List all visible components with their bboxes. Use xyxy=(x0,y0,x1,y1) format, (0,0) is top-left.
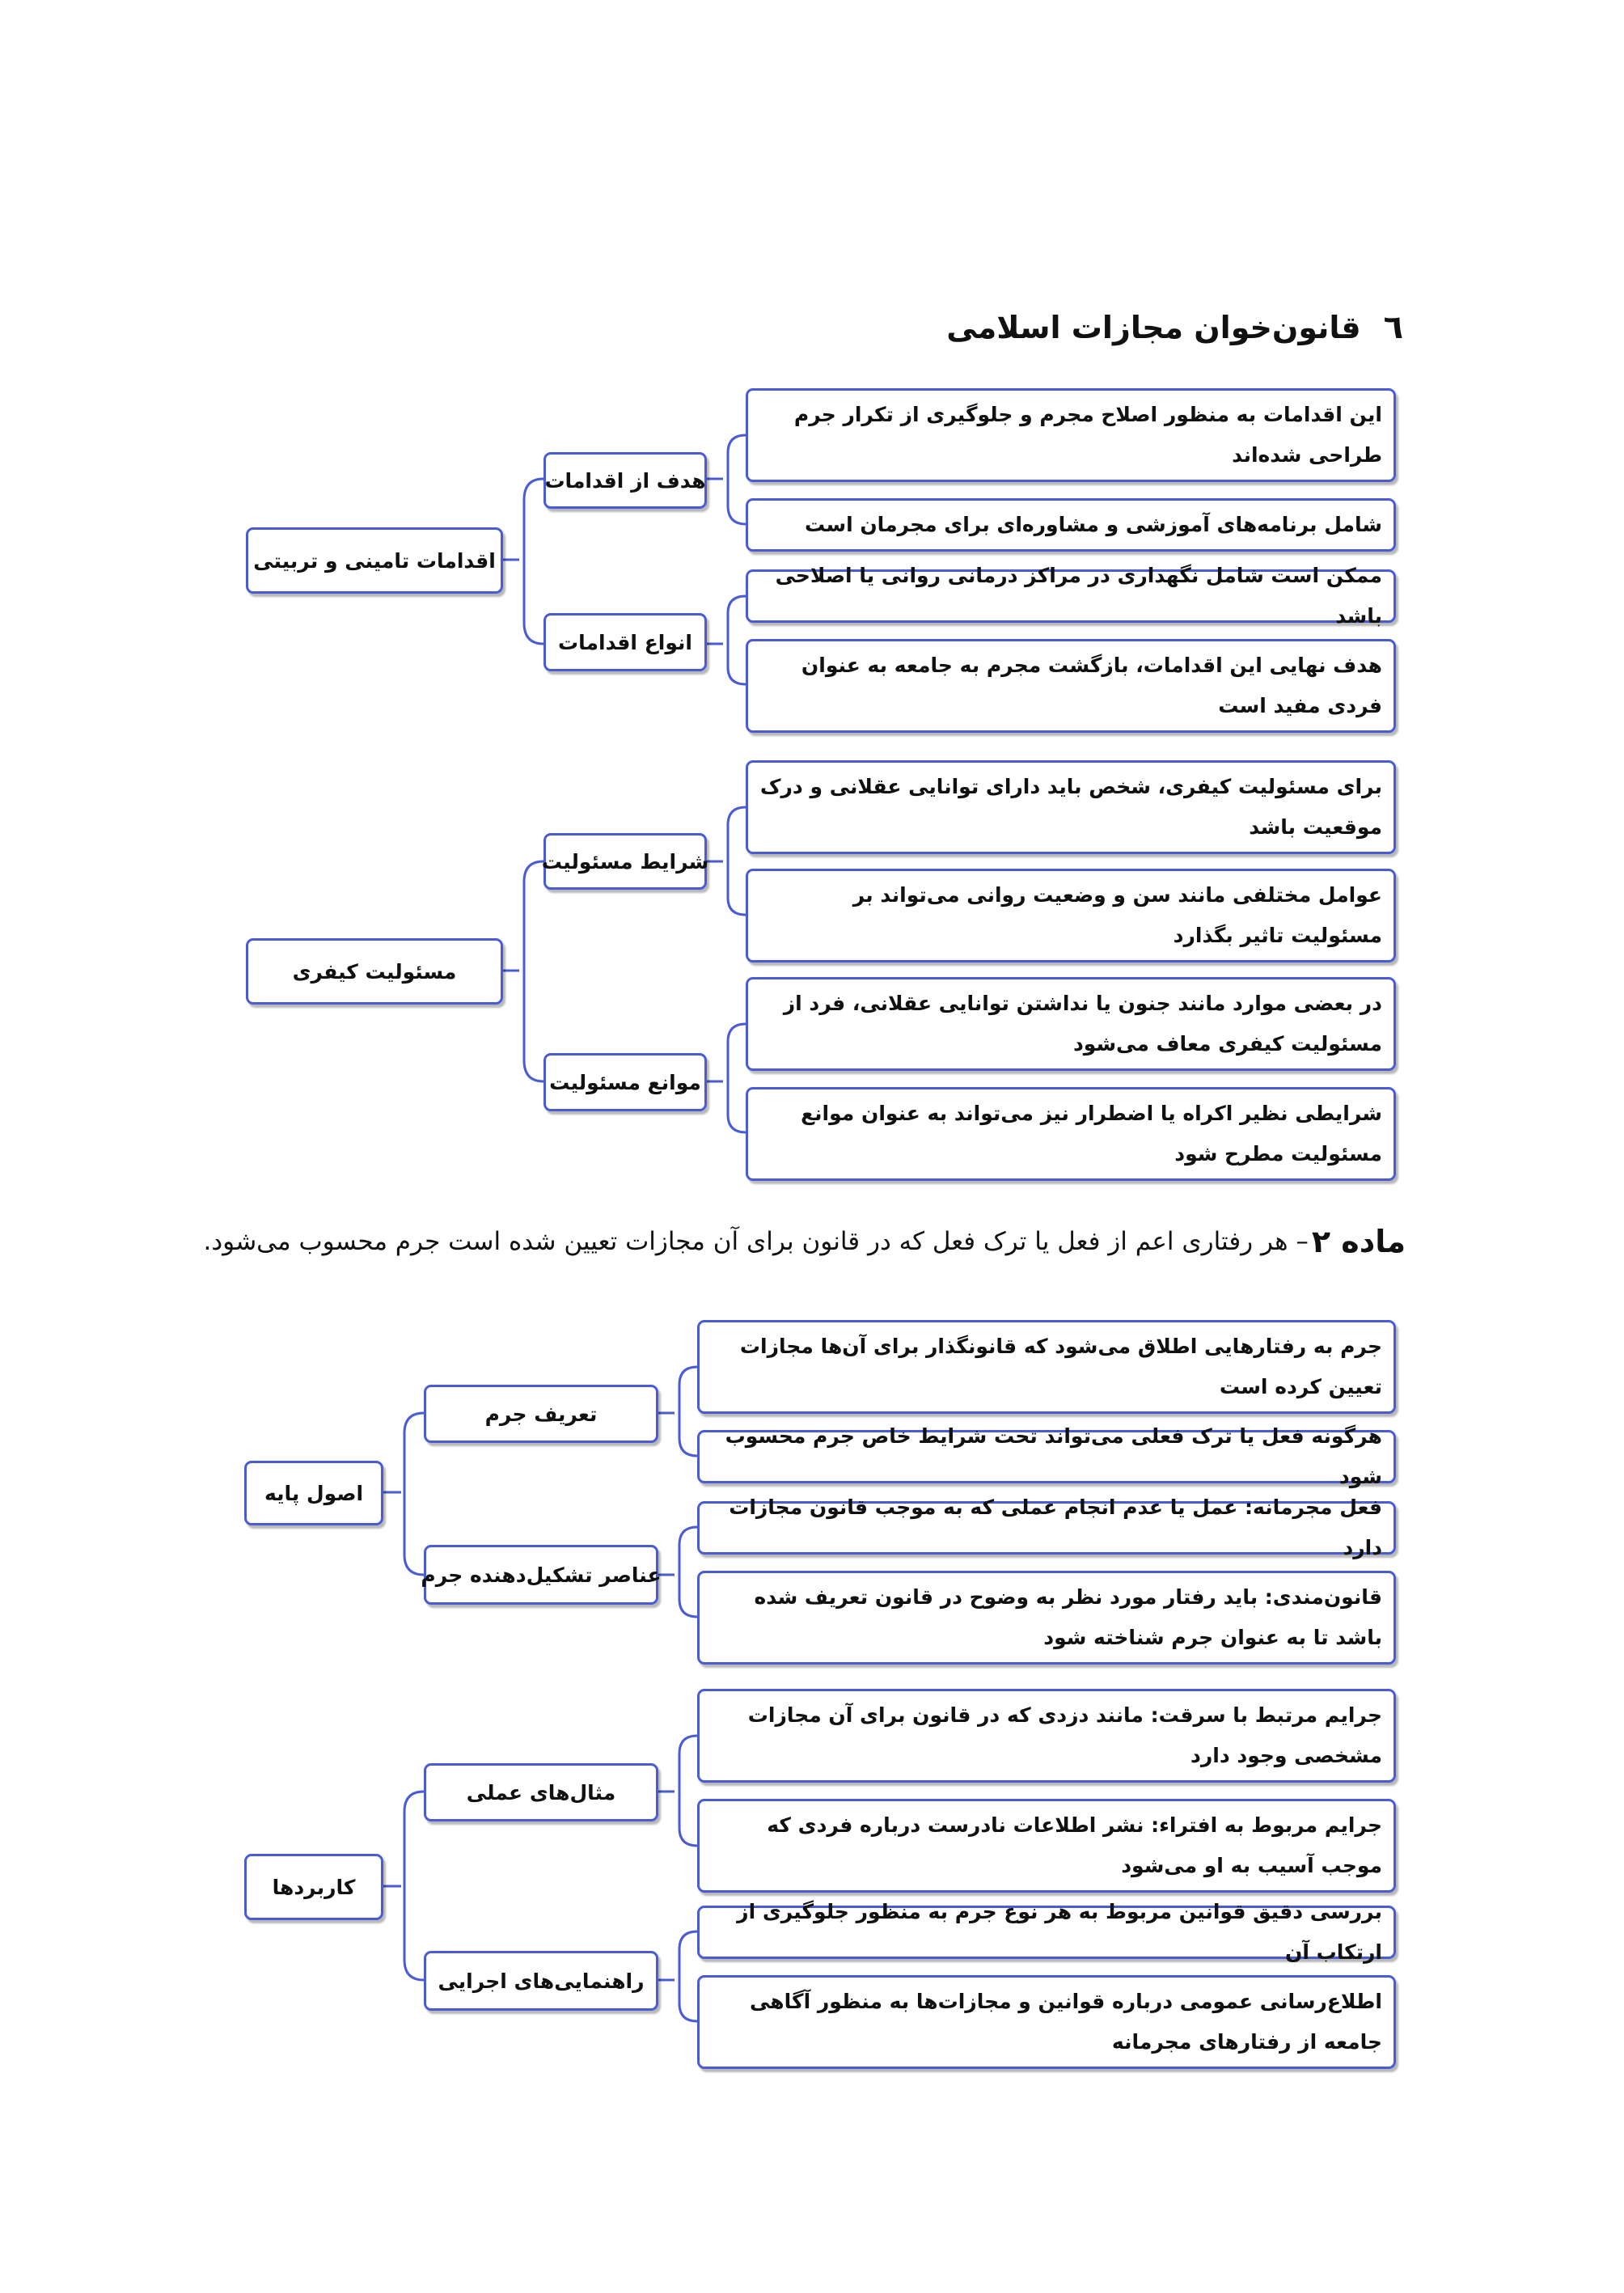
connector-line xyxy=(728,596,746,684)
root-node: اقدامات تامینی و تربیتی xyxy=(246,527,503,594)
connector-line xyxy=(679,1367,697,1456)
leaf-node: جرایم مرتبط با سرقت: مانند دزدی که در قانون برای آن مجازات مشخصی وجود دارد xyxy=(697,1689,1396,1783)
leaf-node: ممکن است شامل نگهداری در مراکز درمانی روانی یا اصلاحی باشد xyxy=(746,569,1396,623)
root-node: مسئولیت کیفری xyxy=(246,938,503,1005)
connector-line xyxy=(728,1024,746,1132)
branch-node: هدف از اقدامات xyxy=(543,452,707,509)
leaf-node: این اقدامات به منظور اصلاح مجرم و جلوگیری از تکرار جرم طراحی شده‌اند xyxy=(746,388,1396,482)
connector-line xyxy=(679,1736,697,1846)
page-number: ٦ xyxy=(1383,309,1403,346)
leaf-node: بررسی دقیق قوانین مربوط به هر نوع جرم به منظور جلوگیری از ارتکاب آن xyxy=(697,1906,1396,1959)
article-2 xyxy=(203,1217,1406,1266)
leaf-node: قانون‌مندی: باید رفتار مورد نظر به وضوح در قانون تعریف شده باشد تا به عنوان جرم شناخته شود xyxy=(697,1571,1396,1665)
leaf-node: اطلاع‌رسانی عمومی درباره قوانین و مجازات‌ها به منظور آگاهی جامعه از رفتارهای مجرمانه xyxy=(697,1975,1396,2069)
book-title: قانون‌خوان مجازات اسلامی xyxy=(946,310,1361,345)
connector-line xyxy=(728,435,746,524)
connector-line xyxy=(679,1931,697,2021)
branch-node: موانع مسئولیت xyxy=(543,1053,707,1111)
leaf-node: جرایم مربوط به افتراء: نشر اطلاعات نادرست درباره فردی که موجب آسیب به او می‌شود xyxy=(697,1799,1396,1893)
branch-node: عناصر تشکیل‌دهنده جرم xyxy=(424,1545,658,1605)
connector-line xyxy=(524,479,543,644)
leaf-node: شامل برنامه‌های آموزشی و مشاوره‌ای برای مجرمان است xyxy=(746,498,1396,552)
connector-line xyxy=(404,1413,424,1575)
branch-node: انواع اقدامات xyxy=(543,613,707,671)
article-text: – هر رفتاری اعم از فعل یا ترک فعل که در قانون برای آن مجازات تعیین شده است جرم محسوب می‌شود. xyxy=(203,1227,1309,1256)
connector-line xyxy=(404,1792,424,1980)
leaf-node: در بعضی موارد مانند جنون یا نداشتن توانایی عقلانی، فرد از مسئولیت کیفری معاف می‌شود xyxy=(746,977,1396,1071)
leaf-node: برای مسئولیت کیفری، شخص باید دارای توانایی عقلانی و درک موقعیت باشد xyxy=(746,760,1396,854)
leaf-node: هرگونه فعل یا ترک فعلی می‌تواند تحت شرایط خاص جرم محسوب شود xyxy=(697,1430,1396,1483)
root-node: کاربردها xyxy=(244,1854,383,1920)
leaf-node: شرایطی نظیر اکراه یا اضطرار نیز می‌تواند به عنوان موانع مسئولیت مطرح شود xyxy=(746,1087,1396,1181)
branch-node: تعریف جرم xyxy=(424,1385,658,1443)
connector-line xyxy=(728,807,746,915)
connector-line xyxy=(679,1527,697,1617)
branch-node: مثال‌های عملی xyxy=(424,1763,658,1821)
root-node: اصول پایه xyxy=(244,1461,383,1525)
branch-node: راهنمایی‌های اجرایی xyxy=(424,1951,658,2011)
leaf-node: جرم به رفتارهایی اطلاق می‌شود که قانونگذار برای آن‌ها مجازات تعیین کرده است xyxy=(697,1320,1396,1414)
leaf-node: فعل مجرمانه: عمل یا عدم انجام عملی که به موجب قانون مجازات دارد xyxy=(697,1501,1396,1555)
connector-line xyxy=(524,861,543,1081)
leaf-node: عوامل مختلفی مانند سن و وضعیت روانی می‌تواند بر مسئولیت تاثیر بگذارد xyxy=(746,869,1396,962)
leaf-node: هدف نهایی این اقدامات، بازگشت مجرم به جامعه به عنوان فردی مفید است xyxy=(746,639,1396,733)
branch-node: شرایط مسئولیت xyxy=(543,833,707,890)
article-label: ماده ۲ xyxy=(1311,1224,1406,1259)
